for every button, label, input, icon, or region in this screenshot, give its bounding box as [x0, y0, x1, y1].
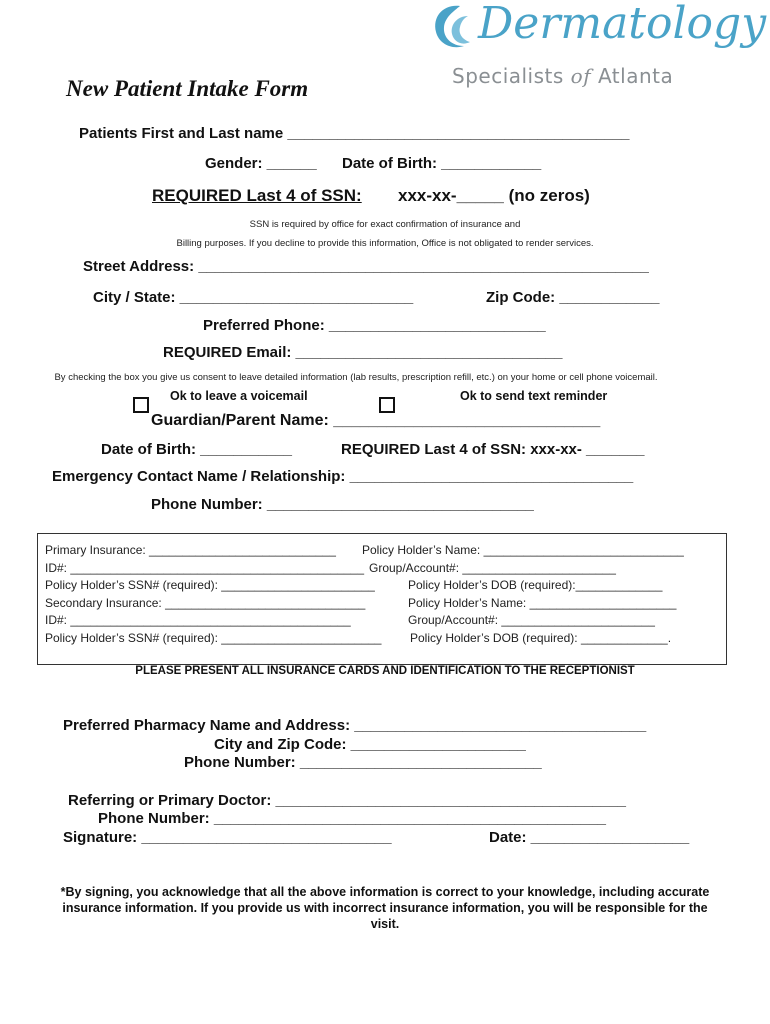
emergency-phone-field[interactable]: Phone Number: ________________________________	[151, 496, 534, 513]
primary-insurance-field[interactable]: Primary Insurance: ____________________________	[45, 543, 336, 557]
secondary-insurance-field[interactable]: Secondary Insurance: ______________________________	[45, 596, 366, 610]
consent-note: By checking the box you give us consent to leave detailed information (lab results, prescription refill, etc.) on your home or cell phone voicemail.	[54, 372, 658, 383]
gender-field[interactable]: Gender: ______	[205, 155, 317, 172]
doctor-name-field[interactable]: Referring or Primary Doctor: __________________________________________	[68, 792, 626, 809]
secondary-id-field[interactable]: ID#: __________________________________________	[45, 613, 351, 627]
logo-subtitle: Specialists of Atlanta	[452, 64, 674, 88]
emergency-contact-field[interactable]: Emergency Contact Name / Relationship: __________________________________	[52, 468, 634, 485]
guardian-dob-field[interactable]: Date of Birth: ___________	[101, 441, 292, 458]
form-title: New Patient Intake Form	[66, 76, 309, 101]
signing-disclaimer: *By signing, you acknowledge that all the above information is correct to your knowledge, including accurate insurance information. If you provide us with incorrect insurance information, you will be responsible for the visit.	[60, 885, 710, 931]
patient-dob-field[interactable]: Date of Birth: ____________	[342, 155, 542, 172]
guardian-name-field[interactable]: Guardian/Parent Name: ______________________________	[151, 412, 601, 429]
secondary-holder-dob-field[interactable]: Policy Holder’s DOB (required): _____________.	[410, 631, 672, 645]
primary-group-field[interactable]: Group/Account#: _______________________	[369, 561, 616, 575]
logo-brand: Dermatology	[478, 0, 767, 49]
preferred-phone-field[interactable]: Preferred Phone: __________________________	[203, 317, 546, 334]
city-state-field[interactable]: City / State: ____________________________	[93, 289, 414, 306]
pharmacy-city-zip-field[interactable]: City and Zip Code: _____________________	[214, 736, 526, 753]
guardian-ssn-field[interactable]: REQUIRED Last 4 of SSN: xxx-xx- _______	[341, 441, 645, 458]
primary-holder-name-field[interactable]: Policy Holder’s Name: ______________________________	[362, 543, 684, 557]
ssn-note-line2: Billing purposes. If you decline to provide this information, Office is not obligated to render services.	[176, 238, 594, 249]
secondary-holder-name-field[interactable]: Policy Holder’s Name: ______________________	[408, 596, 677, 610]
secondary-group-field[interactable]: Group/Account#: _______________________	[408, 613, 655, 627]
pharmacy-phone-field[interactable]: Phone Number: _____________________________	[184, 754, 542, 771]
pharmacy-name-field[interactable]: Preferred Pharmacy Name and Address: ___________________________________	[63, 717, 647, 734]
primary-holder-ssn-field[interactable]: Policy Holder’s SSN# (required): _______________________	[45, 578, 375, 592]
voicemail-label: Ok to leave a voicemail	[170, 389, 308, 403]
insurance-notice: PLEASE PRESENT ALL INSURANCE CARDS AND IDENTIFICATION TO THE RECEPTIONIST	[135, 665, 635, 677]
ssn-field[interactable]: xxx-xx-_____ (no zeros)	[398, 186, 590, 205]
secondary-holder-ssn-field[interactable]: Policy Holder’s SSN# (required): ________________________	[45, 631, 382, 645]
signature-field[interactable]: Signature: ______________________________	[63, 829, 392, 846]
doctor-phone-field[interactable]: Phone Number: _______________________________________________	[98, 810, 606, 827]
primary-holder-dob-field[interactable]: Policy Holder’s DOB (required):_____________	[408, 578, 663, 592]
email-field[interactable]: REQUIRED Email: ________________________________	[163, 344, 563, 361]
ssn-note-line1: SSN is required by office for exact confirmation of insurance and	[249, 219, 521, 230]
primary-id-field[interactable]: ID#: ____________________________________________	[45, 561, 364, 575]
street-address-field[interactable]: Street Address: ______________________________________________________	[83, 258, 649, 275]
voicemail-checkbox[interactable]	[133, 397, 149, 413]
ssn-required-label: REQUIRED Last 4 of SSN:	[152, 186, 362, 205]
text-reminder-checkbox[interactable]	[379, 397, 395, 413]
zip-code-field[interactable]: Zip Code: ____________	[486, 289, 660, 306]
logo-swirl-icon	[430, 2, 480, 54]
text-reminder-label: Ok to send text reminder	[460, 389, 608, 403]
patient-name-field[interactable]: Patients First and Last name _________________________________________	[79, 125, 630, 142]
date-field[interactable]: Date: ___________________	[489, 829, 690, 846]
